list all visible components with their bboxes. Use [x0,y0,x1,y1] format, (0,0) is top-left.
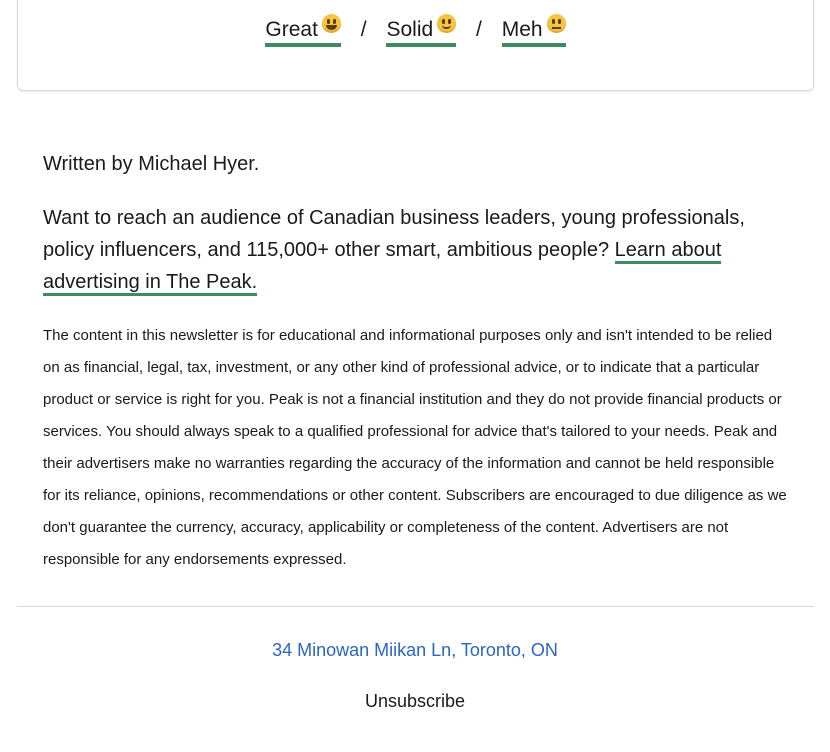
rating-solid-label: Solid [386,18,434,41]
rating-meh-link[interactable] [502,14,566,47]
company-address-link[interactable]: 34 Minowan Miikan Ln, Toronto, ON [272,640,558,660]
rating-meh-label: Meh [501,18,543,41]
footer-divider [17,606,814,607]
rating-solid-link[interactable] [386,14,456,47]
rating-great-link[interactable] [265,14,341,47]
rating-card [17,0,814,91]
advertising-pitch-text: Want to reach an audience of Canadian business leaders, young professionals, policy influencers, and 115,000+ other smart, ambitious people? [43,207,745,261]
author-line: Written by Michael Hyer. [43,153,260,175]
grinning-face-icon [322,14,341,33]
rating-separator: / [476,18,482,41]
slightly-smiling-face-icon [437,14,456,33]
rating-great-label: Great [265,18,318,41]
advertising-link[interactable]: Learn about advertising in The Peak. [43,239,721,296]
neutral-face-icon [547,14,566,33]
rating-options [18,14,813,47]
advertising-pitch [43,202,788,298]
unsubscribe-link[interactable]: Unsubscribe [364,691,466,711]
rating-separator: / [360,18,367,41]
legal-disclaimer: The content in this newsletter is for educational and informational purposes only and isn't intended to be relied on as financial, legal, tax, investment, or any other kind of professional advice, or to indicate that a particular product or service is right for you. Peak is not a financial institution and they do not provide financial products or services. You should always speak to a qualified professional for advice that's tailored to your needs. Peak and their advertisers make no warranties regarding the accuracy of the information and cannot be held responsible for its reliance, opinions, recommendations or other content. Subscribers are encouraged to due diligence as we don't guarantee the currency, accuracy, applicability or completeness of the content. Advertisers are not responsible for any endorsements expressed. [43,327,787,568]
